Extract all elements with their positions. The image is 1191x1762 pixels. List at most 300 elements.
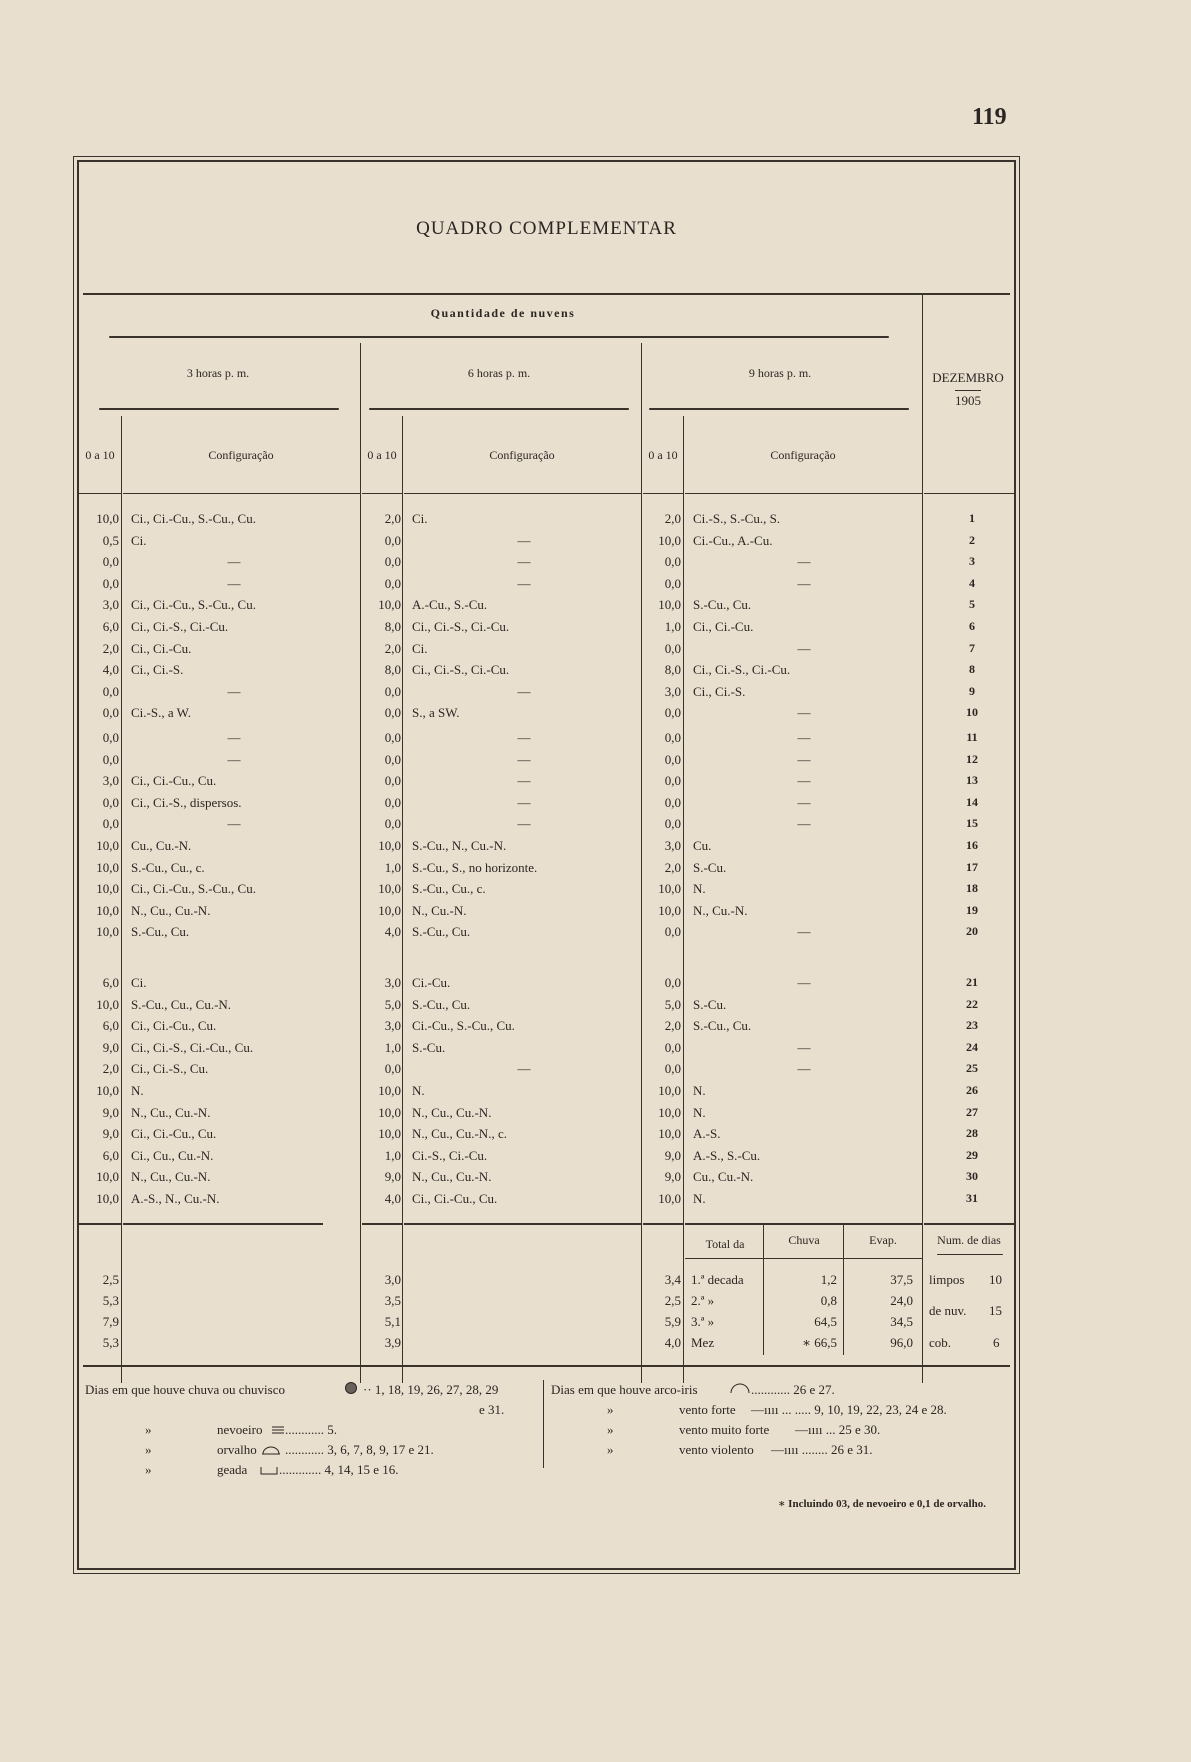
day-number: 6 [969, 619, 975, 633]
day-number: 31 [966, 1191, 978, 1205]
day-number: 24 [966, 1039, 978, 1054]
cloud-config-3pm: — [227, 683, 241, 699]
day-number: 27 [966, 1104, 978, 1119]
frost-icon [259, 1464, 279, 1480]
cloud-config-9pm: A.-S. [693, 1126, 721, 1142]
cloud-config-9pm: Cu. [693, 838, 712, 853]
cloud-config-9pm: Ci.-Cu., A.-Cu. [693, 532, 773, 548]
divider [123, 493, 360, 494]
cloud-amount-3pm: 6,0 [102, 1147, 119, 1163]
cloud-config-3pm: N. [131, 1083, 144, 1098]
cloud-config-3pm: Ci., Ci.-S. [131, 662, 184, 678]
divider [123, 1223, 323, 1225]
cloud-config-3pm: N., Cu., Cu.-N. [131, 902, 211, 918]
cloud-config-9pm: — [797, 924, 811, 940]
cloud-config-3pm: S.-Cu., Cu., c. [131, 859, 205, 875]
cloud-amount-9pm: 10,0 [658, 597, 681, 613]
cloudy-days-value: 15 [989, 1303, 1002, 1318]
cloud-amount-3pm: 10,0 [96, 902, 119, 918]
cloud-config-3pm: Ci. [131, 975, 147, 990]
cloud-amount-9pm: 10,0 [658, 1083, 681, 1098]
cloud-amount-3pm: 10,0 [96, 996, 119, 1012]
cloud-amount-6pm: 10,0 [378, 902, 401, 918]
table-row [79, 730, 1014, 751]
wind-vstrong-days: —ıııı ... 25 e 30. [795, 1422, 881, 1437]
mean-3pm: 5,3 [102, 1293, 119, 1308]
cloud-amount-3pm: 10,0 [96, 881, 119, 897]
cloud-config-6pm: N., Cu., Cu.-N., c. [412, 1126, 507, 1142]
month-label: DEZEMBRO [932, 370, 1004, 385]
table-row [79, 997, 1014, 1018]
cloud-amount-6pm: 10,0 [378, 838, 401, 853]
cloud-config-3pm: Ci., Ci.-Cu., S.-Cu., Cu. [131, 597, 256, 613]
table-row [79, 705, 1014, 726]
table-row [79, 576, 1014, 597]
cloud-amount-9pm: 10,0 [658, 902, 681, 918]
day-number: 22 [966, 996, 978, 1011]
wind-vstrong-label: vento muito forte [679, 1422, 770, 1437]
cloud-config-6pm: N., Cu.-N. [412, 902, 467, 918]
cloud-config-9pm: Ci., Ci.-Cu. [693, 619, 754, 634]
page-number: 119 [972, 104, 1007, 130]
divider [362, 493, 402, 494]
cloud-config-6pm: Ci. [412, 640, 428, 656]
cloud-config-3pm: S.-Cu., Cu. [131, 924, 190, 940]
overcast-days-value: 6 [993, 1335, 1000, 1350]
period-3pm: 3 horas p. m. [186, 366, 250, 380]
table-row [79, 773, 1014, 794]
mean-9pm: 5,9 [664, 1314, 681, 1329]
cloud-amount-3pm: 9,0 [102, 1104, 119, 1120]
cloud-amount-3pm: 10,0 [96, 1191, 119, 1206]
cloud-amount-6pm: 0,0 [384, 532, 401, 548]
header-days: Num. de dias [937, 1233, 1001, 1247]
wind-violent-label: vento violento [679, 1442, 754, 1457]
cloud-amount-3pm: 10,0 [96, 511, 119, 526]
cloud-config-6pm: N., Cu., Cu.-N. [412, 1104, 492, 1120]
cloud-config-3pm: Ci. [131, 532, 147, 548]
table-row [79, 1018, 1014, 1039]
cloud-amount-3pm: 4,0 [102, 662, 119, 678]
cloud-amount-3pm: 3,0 [102, 773, 119, 789]
cloud-config-6pm: Ci. [412, 511, 428, 526]
table-row [79, 1126, 1014, 1147]
table-row [79, 1191, 1014, 1212]
day-number: 23 [966, 1018, 978, 1033]
cloud-amount-6pm: 4,0 [384, 924, 401, 940]
clear-days-label: limpos [929, 1272, 965, 1287]
cloud-amount-3pm: 6,0 [102, 619, 119, 634]
cloud-config-9pm: — [797, 1061, 811, 1077]
evap-total: 96,0 [890, 1335, 913, 1350]
day-number: 1 [969, 511, 975, 525]
day-number: 5 [969, 597, 975, 612]
cloud-config-9pm: Ci., Ci.-S., Ci.-Cu. [693, 662, 791, 678]
cloud-config-6pm: — [517, 1061, 531, 1077]
day-number: 29 [966, 1147, 978, 1162]
cloud-amount-9pm: 3,0 [664, 683, 681, 699]
evap-total: 24,0 [890, 1293, 913, 1308]
col-amount-9pm: 0 a 10 [648, 448, 678, 462]
day-number: 30 [966, 1169, 978, 1184]
cloud-amount-9pm: 3,0 [664, 838, 681, 853]
col-amount-3pm: 0 a 10 [85, 448, 115, 462]
day-number: 28 [966, 1126, 978, 1141]
day-number: 25 [966, 1061, 978, 1076]
cloud-config-6pm: Ci., Ci.-Cu., Cu. [412, 1191, 498, 1206]
page-title: QUADRO COMPLEMENTAR [416, 218, 677, 239]
cloud-amount-6pm: 1,0 [384, 1039, 401, 1055]
day-number: 15 [966, 816, 978, 831]
wind-strong-days: —ıııı ... ..... 9, 10, 19, 22, 23, 24 e 28. [751, 1402, 947, 1417]
divider [643, 493, 683, 494]
dew-days: ............ 3, 6, 7, 8, 9, 17 e 21. [285, 1442, 434, 1457]
cloud-amount-9pm: 0,0 [664, 975, 681, 990]
cloud-config-3pm: Ci., Ci.-S., Ci.-Cu. [131, 619, 229, 634]
cloud-config-9pm: — [797, 773, 811, 789]
table-row [79, 795, 1014, 816]
day-number: 26 [966, 1083, 978, 1097]
period-6pm: 6 horas p. m. [467, 366, 531, 380]
wind-strong-label: vento forte [679, 1402, 736, 1417]
cloud-config-6pm: N. [412, 1083, 425, 1098]
divider [643, 1223, 683, 1225]
day-number: 20 [966, 924, 978, 939]
cloud-amount-6pm: 5,0 [384, 996, 401, 1012]
day-number: 14 [966, 794, 978, 809]
cloud-amount-6pm: 0,0 [384, 773, 401, 789]
cloud-amount-6pm: 2,0 [384, 511, 401, 526]
cloud-config-3pm: Ci., Ci.-Cu., Cu. [131, 773, 217, 789]
cloud-config-6pm: A.-Cu., S.-Cu. [412, 597, 488, 613]
divider [362, 1223, 402, 1225]
cloud-config-3pm: — [227, 751, 241, 767]
cloud-amount-6pm: 1,0 [384, 1147, 401, 1163]
cloud-amount-9pm: 8,0 [664, 662, 681, 678]
dew-icon [261, 1444, 281, 1460]
divider [79, 1223, 121, 1225]
cloud-config-6pm: S.-Cu., Cu. [412, 924, 471, 940]
cloud-config-9pm: A.-S., S.-Cu. [693, 1147, 761, 1163]
table-row [79, 641, 1014, 662]
cloud-config-9pm: Ci., Ci.-S. [693, 683, 746, 699]
table-row [79, 838, 1014, 859]
cloud-amount-3pm: 0,0 [102, 730, 119, 745]
col-config-9pm: Configuração [770, 448, 836, 462]
rain-days-label: Dias em que houve chuva ou chuvisco [85, 1382, 286, 1397]
cloud-amount-6pm: 3,0 [384, 1018, 401, 1034]
cloud-amount-9pm: 2,0 [664, 1018, 681, 1034]
cloud-amount-3pm: 2,0 [102, 640, 119, 656]
divider [543, 1380, 544, 1468]
month-year [920, 370, 1016, 409]
cloud-amount-3pm: 0,0 [102, 705, 119, 721]
cloud-amount-6pm: 0,0 [384, 1061, 401, 1077]
cloud-amount-6pm: 3,0 [384, 975, 401, 990]
table-row [79, 511, 1014, 532]
cloud-config-3pm: Ci., Ci.-S., Ci.-Cu., Cu. [131, 1039, 254, 1055]
mean-9pm: 2,5 [664, 1293, 681, 1308]
mean-3pm: 7,9 [102, 1314, 119, 1329]
cloud-config-6pm: S.-Cu., N., Cu.-N. [412, 838, 507, 853]
footnote: ∗ Incluindo 03, de nevoeiro e 0,1 de orvalho. [777, 1498, 986, 1510]
day-number: 4 [969, 575, 975, 590]
rainbow-label: Dias em que houve arco-iris [551, 1382, 698, 1397]
evap-total: 34,5 [890, 1314, 913, 1329]
table-row [79, 1061, 1014, 1082]
rain-days: ·· 1, 18, 19, 26, 27, 28, 29 [363, 1382, 499, 1397]
divider [83, 1365, 1010, 1367]
ditto-mark: » [145, 1442, 152, 1457]
cloud-amount-3pm: 10,0 [96, 1169, 119, 1185]
mean-6pm: 3,9 [384, 1335, 401, 1350]
rain-total: 64,5 [814, 1314, 837, 1329]
cloud-config-9pm: S.-Cu. [693, 996, 727, 1012]
ditto-mark: » [607, 1442, 614, 1457]
cloud-amount-9pm: 0,0 [664, 640, 681, 656]
day-number: 2 [969, 532, 975, 547]
cloud-config-6pm: — [517, 554, 531, 570]
cloud-config-3pm: — [227, 816, 241, 832]
cloud-amount-3pm: 10,0 [96, 838, 119, 853]
ditto-mark: » [607, 1422, 614, 1437]
cloud-config-3pm: — [227, 730, 241, 745]
table-row [79, 1105, 1014, 1126]
cloud-config-3pm: Ci., Ci.-S., dispersos. [131, 794, 242, 810]
overcast-days-label: cob. [929, 1335, 952, 1350]
rainbow-days: ............ 26 e 27. [751, 1382, 835, 1397]
rain-days-cont: e 31. [479, 1402, 505, 1417]
divider [924, 1223, 1014, 1225]
cloud-config-6pm: — [517, 532, 531, 548]
cloud-amount-9pm: 9,0 [664, 1169, 681, 1185]
cloud-amount-6pm: 8,0 [384, 619, 401, 634]
cloud-config-3pm: A.-S., N., Cu.-N. [131, 1191, 220, 1206]
period-label: 3.ª » [691, 1314, 715, 1329]
col-amount-6pm: 0 a 10 [367, 448, 397, 462]
cloud-amount-3pm: 10,0 [96, 859, 119, 875]
cloud-config-6pm: Ci., Ci.-S., Ci.-Cu. [412, 662, 510, 678]
cloud-config-3pm: Ci., Cu., Cu.-N. [131, 1147, 214, 1163]
cloud-amount-3pm: 10,0 [96, 1083, 119, 1098]
rainbow-icon [729, 1382, 751, 1398]
cloud-amount-3pm: 0,0 [102, 751, 119, 767]
table-row [79, 597, 1014, 618]
cloud-amount-9pm: 0,0 [664, 730, 681, 745]
cloud-config-9pm: — [797, 816, 811, 832]
day-number: 16 [966, 838, 978, 852]
divider [685, 1223, 922, 1225]
cloud-config-9pm: — [797, 575, 811, 591]
mean-9pm: 3,4 [664, 1272, 681, 1287]
cloud-amount-6pm: 4,0 [384, 1191, 401, 1206]
mean-9pm: 4,0 [664, 1335, 681, 1350]
cloud-amount-6pm: 0,0 [384, 816, 401, 832]
day-number: 18 [966, 881, 978, 896]
col-config-6pm: Configuração [489, 448, 555, 462]
cloud-config-3pm: — [227, 554, 241, 570]
cloud-config-3pm: S.-Cu., Cu., Cu.-N. [131, 996, 232, 1012]
cloud-config-3pm: Ci., Ci.-Cu. [131, 640, 192, 656]
cloud-config-9pm: N. [693, 881, 706, 897]
cloud-amount-9pm: 0,0 [664, 751, 681, 767]
cloud-config-3pm: Ci., Ci.-Cu., Cu. [131, 1126, 217, 1142]
cloud-amount-6pm: 10,0 [378, 1104, 401, 1120]
cloud-config-6pm: N., Cu., Cu.-N. [412, 1169, 492, 1185]
divider [369, 408, 629, 410]
cloud-amount-6pm: 8,0 [384, 662, 401, 678]
cloud-amount-9pm: 0,0 [664, 773, 681, 789]
cloud-amount-9pm: 2,0 [664, 511, 681, 526]
cloud-config-6pm: S.-Cu., Cu. [412, 996, 471, 1012]
cloud-config-9pm: — [797, 794, 811, 810]
mean-3pm: 2,5 [102, 1272, 119, 1287]
cloud-config-6pm: — [517, 683, 531, 699]
divider [924, 493, 1014, 494]
table-row [79, 1148, 1014, 1169]
cloud-amount-3pm: 0,5 [102, 532, 119, 548]
header-total: Total da [705, 1237, 745, 1251]
cloud-config-6pm: Ci.-Cu., S.-Cu., Cu. [412, 1018, 515, 1034]
cloud-amount-3pm: 9,0 [102, 1126, 119, 1142]
cloud-config-9pm: — [797, 554, 811, 570]
cloud-amount-6pm: 0,0 [384, 554, 401, 570]
cloud-config-9pm: — [797, 1039, 811, 1055]
frost-label: geada [217, 1462, 248, 1477]
divider [937, 1254, 1003, 1255]
cloud-amount-6pm: 0,0 [384, 575, 401, 591]
rain-total: 1,2 [820, 1272, 837, 1287]
cloud-amount-6pm: 10,0 [378, 1083, 401, 1098]
table-frame [77, 160, 1016, 1570]
table-row [79, 684, 1014, 705]
cloud-config-9pm: — [797, 705, 811, 721]
cloud-config-9pm: S.-Cu. [693, 859, 727, 875]
day-number: 3 [969, 554, 975, 569]
cloud-amount-6pm: 0,0 [384, 683, 401, 699]
table-row [79, 752, 1014, 773]
table-row [79, 619, 1014, 640]
day-number: 12 [966, 751, 978, 766]
cloud-amount-9pm: 0,0 [664, 794, 681, 810]
cloud-amount-3pm: 0,0 [102, 575, 119, 591]
mean-6pm: 3,0 [384, 1272, 401, 1287]
cloud-config-6pm: — [517, 816, 531, 832]
cloud-config-9pm: Cu., Cu.-N. [693, 1169, 754, 1185]
cloud-amount-3pm: 10,0 [96, 924, 119, 940]
cloud-amount-9pm: 0,0 [664, 705, 681, 721]
table-row [79, 816, 1014, 837]
cloud-config-9pm: — [797, 640, 811, 656]
cloud-config-3pm: Ci.-S., a W. [131, 705, 191, 721]
table-row [79, 662, 1014, 683]
divider [843, 1225, 844, 1355]
cloud-amount-9pm: 0,0 [664, 554, 681, 570]
fog-label: nevoeiro [217, 1422, 263, 1437]
cloud-amount-9pm: 0,0 [664, 924, 681, 940]
rain-icon [344, 1380, 358, 1398]
day-number: 21 [966, 975, 978, 989]
cloud-config-6pm: Ci., Ci.-S., Ci.-Cu. [412, 619, 510, 634]
cloud-amount-3pm: 0,0 [102, 554, 119, 570]
cloud-config-9pm: S.-Cu., Cu. [693, 1018, 752, 1034]
cloud-config-3pm: Ci., Ci.-Cu., S.-Cu., Cu. [131, 511, 256, 526]
cloud-config-3pm: Cu., Cu.-N. [131, 838, 192, 853]
day-number: 10 [966, 705, 978, 720]
cloud-amount-3pm: 9,0 [102, 1039, 119, 1055]
cloud-config-9pm: — [797, 730, 811, 745]
day-number: 19 [966, 902, 978, 917]
cloud-config-6pm: — [517, 575, 531, 591]
cloud-config-6pm: S.-Cu., S., no horizonte. [412, 859, 538, 875]
col-config-3pm: Configuração [208, 448, 274, 462]
period-9pm: 9 horas p. m. [748, 366, 812, 380]
divider [79, 493, 121, 494]
cloud-amount-3pm: 2,0 [102, 1061, 119, 1077]
cloud-config-6pm: Ci.-Cu. [412, 975, 451, 990]
clear-days-value: 10 [989, 1272, 1002, 1287]
table-row [79, 1169, 1014, 1190]
cloud-amount-9pm: 0,0 [664, 816, 681, 832]
wind-violent-days: —ıııı ........ 26 e 31. [771, 1442, 873, 1457]
table-row [79, 554, 1014, 575]
divider [404, 1223, 641, 1225]
cloud-amount-9pm: 10,0 [658, 532, 681, 548]
cloud-amount-9pm: 0,0 [664, 1061, 681, 1077]
mean-3pm: 5,3 [102, 1335, 119, 1350]
year-label: 1905 [955, 390, 981, 409]
day-number: 8 [969, 662, 975, 677]
cloud-config-9pm: N. [693, 1191, 706, 1206]
fog-days: ............ 5. [285, 1422, 337, 1437]
cloud-config-9pm: S.-Cu., Cu. [693, 597, 752, 613]
table-row [79, 881, 1014, 902]
frost-days: ............. 4, 14, 15 e 16. [279, 1462, 399, 1477]
day-number: 7 [969, 640, 975, 655]
divider [685, 1258, 922, 1259]
cloud-amount-6pm: 10,0 [378, 1126, 401, 1142]
table-row [79, 1083, 1014, 1104]
period-label: 1.ª decada [691, 1272, 744, 1287]
cloud-amount-9pm: 0,0 [664, 1039, 681, 1055]
period-label: Mez [691, 1335, 715, 1350]
cloud-config-6pm: S.-Cu. [412, 1039, 446, 1055]
cloud-amount-9pm: 10,0 [658, 1191, 681, 1206]
cloud-amount-9pm: 1,0 [664, 619, 681, 634]
cloud-config-3pm: — [227, 575, 241, 591]
fog-icon [271, 1424, 285, 1440]
divider [83, 293, 1010, 295]
cloud-amount-6pm: 0,0 [384, 705, 401, 721]
rain-total: ∗ 66,5 [802, 1335, 837, 1350]
table-row [79, 533, 1014, 554]
table-row [79, 975, 1014, 996]
ditto-mark: » [145, 1462, 152, 1477]
cloud-config-6pm: — [517, 773, 531, 789]
cloud-config-6pm: — [517, 794, 531, 810]
cloud-config-3pm: N., Cu., Cu.-N. [131, 1169, 211, 1185]
cloud-amount-6pm: 0,0 [384, 730, 401, 745]
cloud-config-6pm: — [517, 730, 531, 745]
cloudy-days-label: de nuv. [929, 1303, 967, 1318]
clouds-heading: Quantidade de nuvens [430, 306, 576, 320]
rain-total: 0,8 [820, 1293, 837, 1308]
ditto-mark: » [607, 1402, 614, 1417]
divider [685, 493, 922, 494]
cloud-config-6pm: S.-Cu., Cu., c. [412, 881, 486, 897]
header-evap: Evap. [869, 1233, 897, 1247]
divider [99, 408, 339, 410]
